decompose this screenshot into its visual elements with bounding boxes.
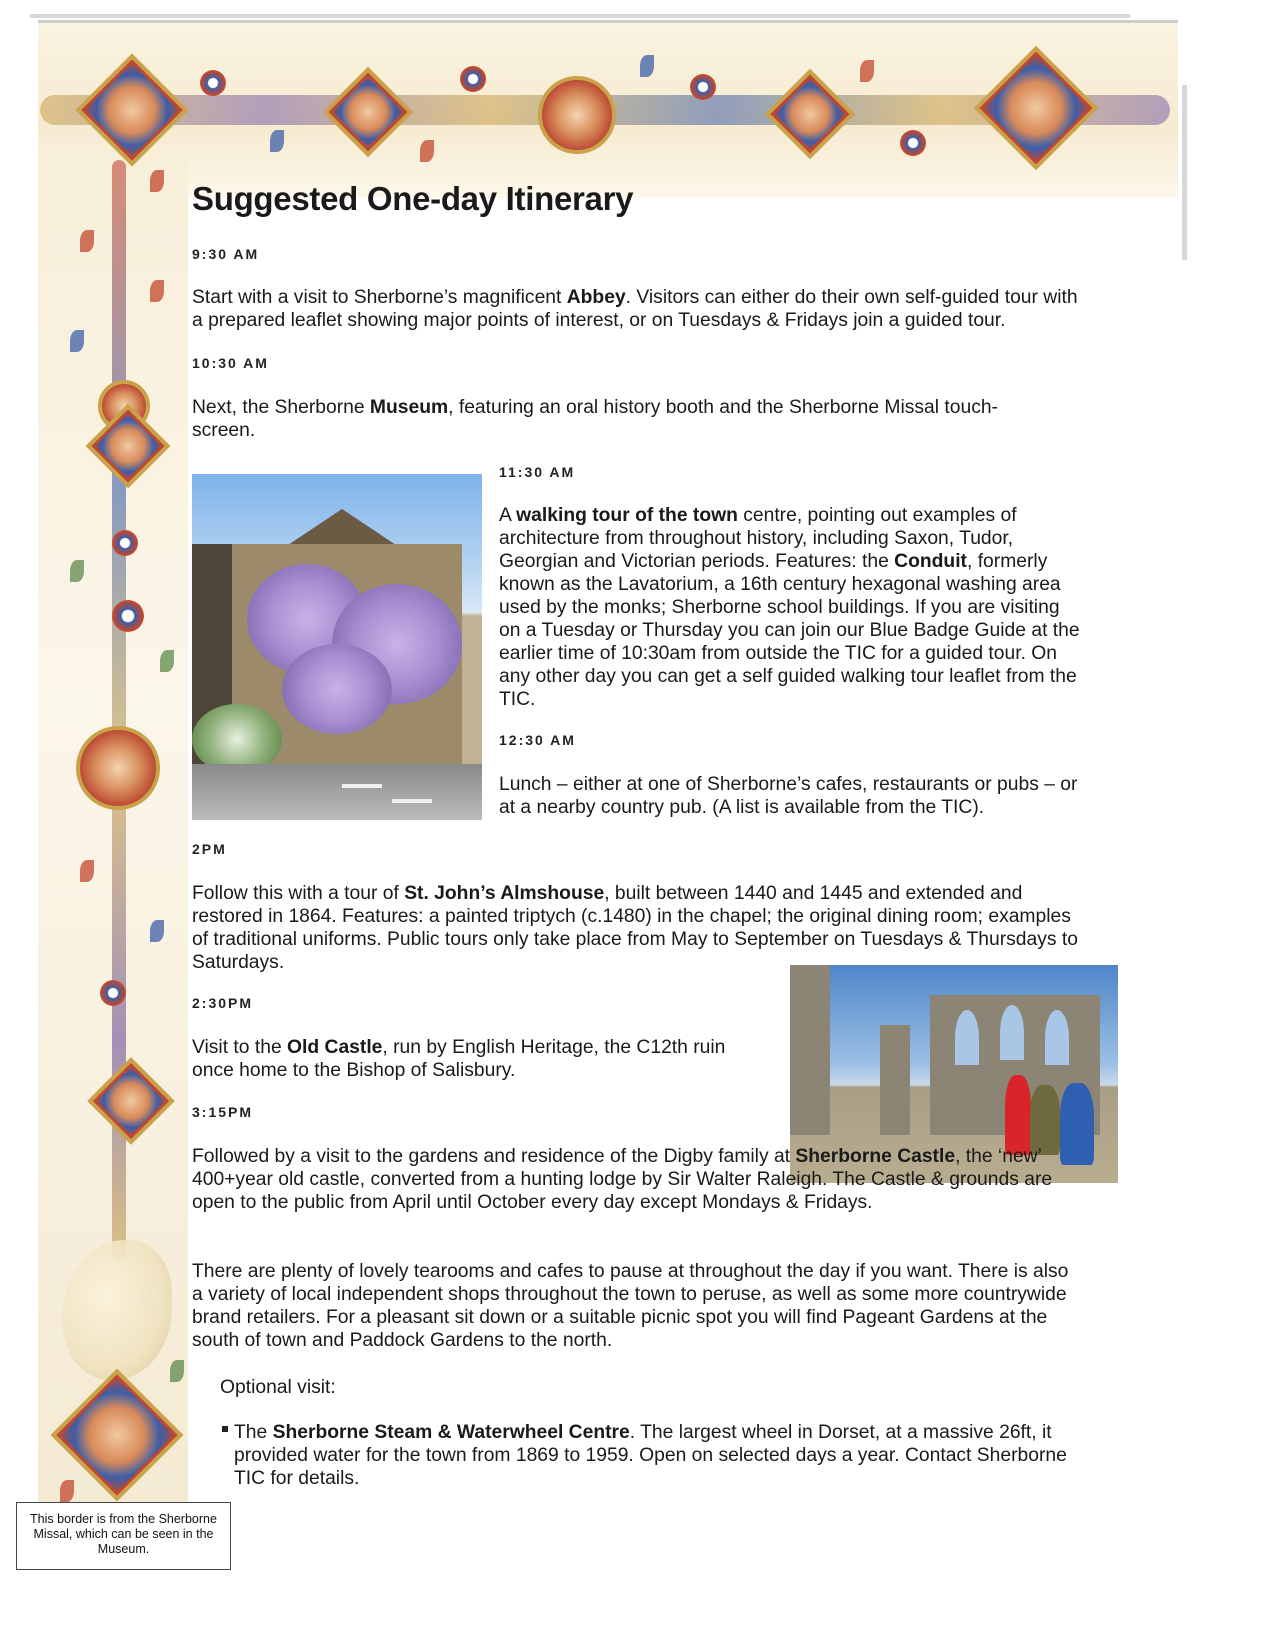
flower-icon <box>900 130 926 156</box>
itinerary-paragraph: A walking tour of the town centre, pointing out examples of architecture from throughout history, including Saxon, Tudor, Georgian and Victorian periods. Features: the Conduit, formerly known as the Lavatorium, a 16th century hexagonal washing area used by the monks; Sherborne school buildings. If you are visiting on a Tuesday or Thursday you can join our Blue Badge Guide at the earlier time of 10:30am from outside the TIC for a guided tour. On any other day you can get a self guided walking tour leaflet from the TIC. <box>499 505 1080 710</box>
time-label: 2:30PM <box>192 995 254 1011</box>
optional-visit-item: The Sherborne Steam & Waterwheel Centre. The largest wheel in Dorset, at a massive 26ft, it provided water for the town from 1869 to 1959. Open on selected days a year. Contact Sherborne TIC for details. <box>234 1422 1067 1489</box>
itinerary-paragraph: Start with a visit to Sherborne’s magnificent Abbey. Visitors can either do their own self-guided tour with a prepared leaflet showing major points of interest, or on Tuesdays & Fridays join a guided tour. <box>192 287 1078 331</box>
leaf-icon <box>270 130 284 152</box>
flower-icon <box>690 74 716 100</box>
frame-right-rule <box>1182 85 1187 260</box>
leaf-icon <box>150 280 164 302</box>
time-label: 11:30 AM <box>499 464 576 480</box>
flower-icon <box>460 66 486 92</box>
page-title: Suggested One-day Itinerary <box>192 180 634 217</box>
place-name: St. John’s Almshouse <box>404 883 605 904</box>
itinerary-paragraph: Follow this with a tour of St. John’s Almshouse, built between 1440 and 1445 and extended and restored in 1864. Features: a painted triptych (c.1480) in the chapel; the original dining room; examples of traditional uniforms. Public tours only take place from May to September on Tuesdays & Thursdays to Saturdays. <box>192 883 1078 973</box>
time-label: 2PM <box>192 841 227 857</box>
leaf-icon <box>70 560 84 582</box>
time-label: 3:15PM <box>192 1104 254 1120</box>
wisteria-house-photo <box>192 474 482 820</box>
flower-icon <box>200 70 226 96</box>
place-name: Old Castle <box>287 1037 383 1058</box>
leaf-icon <box>80 230 94 252</box>
itinerary-paragraph: Visit to the Old Castle, run by English Heritage, the C12th ruin once home to the Bishop of Salisbury. <box>192 1037 726 1081</box>
place-name: walking tour of the town <box>516 505 738 526</box>
leaf-icon <box>860 60 874 82</box>
leaf-icon <box>70 330 84 352</box>
optional-visit-heading: Optional visit: <box>220 1377 336 1398</box>
roundel-portrait-icon <box>538 76 616 154</box>
place-name: Abbey <box>566 287 626 308</box>
time-label: 9:30 AM <box>192 246 260 262</box>
leaf-icon <box>150 920 164 942</box>
leaf-icon <box>60 1480 74 1502</box>
flower-icon <box>112 600 144 632</box>
place-name: Sherborne Steam & Waterwheel Centre <box>272 1422 630 1443</box>
leaf-icon <box>170 1360 184 1382</box>
itinerary-paragraph: Next, the Sherborne Museum, featuring an oral history booth and the Sherborne Missal touch-screen. <box>192 397 998 441</box>
leaf-icon <box>80 860 94 882</box>
time-label: 12:30 AM <box>499 732 576 748</box>
leaf-icon <box>160 650 174 672</box>
leaf-icon <box>420 140 434 162</box>
time-label: 10:30 AM <box>192 355 269 371</box>
border-caption: This border is from the Sherborne Missal, which can be seen in the Museum. <box>16 1502 231 1570</box>
place-name: Conduit <box>894 551 967 572</box>
flower-icon <box>100 980 126 1006</box>
leaf-icon <box>150 170 164 192</box>
bullet-icon <box>222 1426 228 1432</box>
roundel-portrait-icon <box>76 726 160 810</box>
frame-top-rule <box>30 14 1130 18</box>
itinerary-paragraph: Lunch – either at one of Sherborne’s cafes, restaurants or pubs – or at a nearby country pub. (A list is available from the TIC). <box>499 774 1078 818</box>
flower-icon <box>112 530 138 556</box>
itinerary-paragraph: Followed by a visit to the gardens and residence of the Digby family at Sherborne Castle, the ‘new’ 400+year old castle, converted from a hunting lodge by Sir Walter Raleigh. The Castle & grounds are open to the public from April until October every day except Mondays & Fridays. <box>192 1146 1053 1213</box>
leaf-icon <box>640 55 654 77</box>
place-name: Sherborne Castle <box>795 1146 956 1167</box>
closing-paragraph: There are plenty of lovely tearooms and cafes to pause at throughout the day if you want. There is also a variety of local independent shops throughout the town to peruse, as well as some more countrywide brand retailers. For a pleasant sit down or a suitable picnic spot you will find Pageant Gardens at the south of town and Paddock Gardens to the north. <box>192 1261 1069 1351</box>
place-name: Museum <box>369 397 449 418</box>
